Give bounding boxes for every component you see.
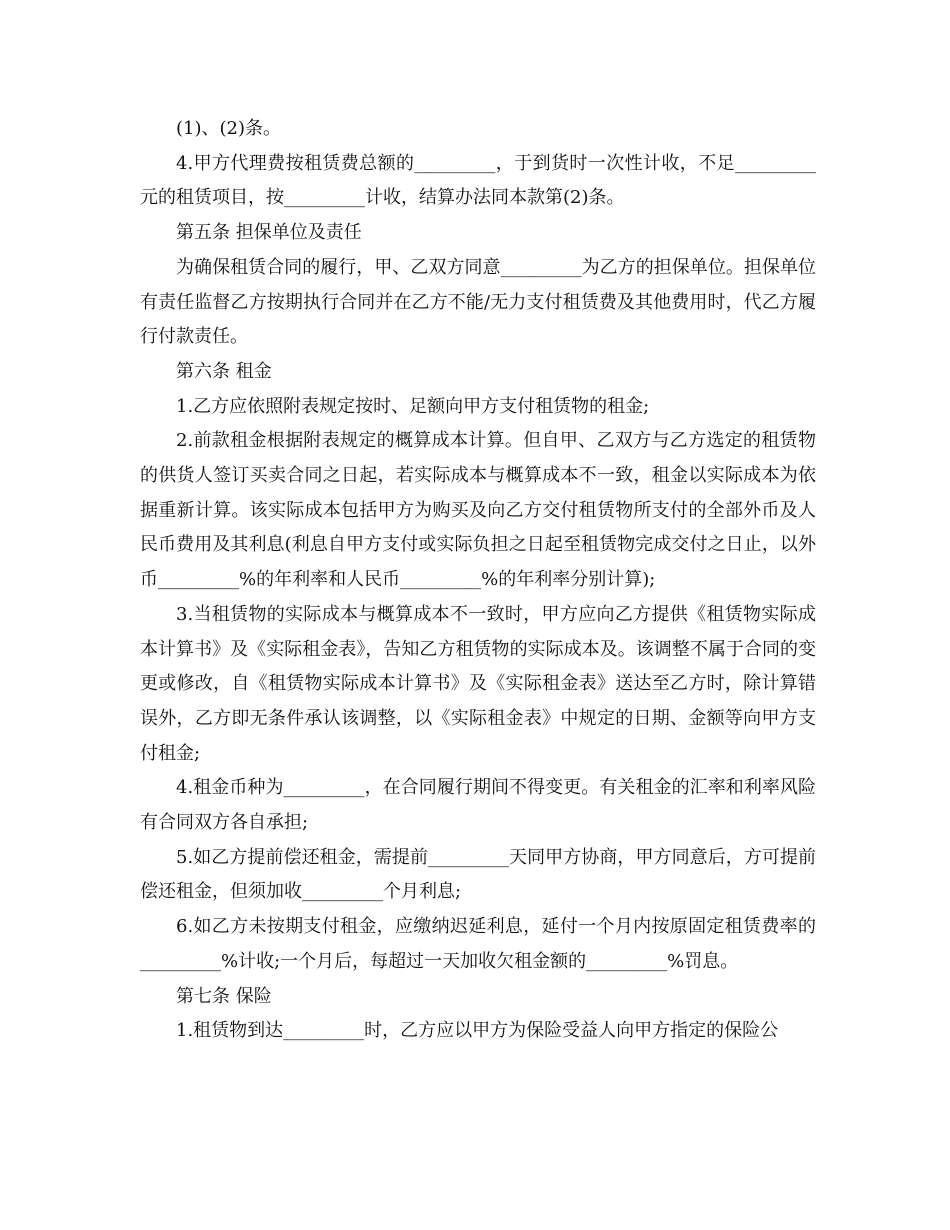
paragraph-rent-item-6: 6.如乙方未按期支付租金，应缴纳迟延利息，延付一个月内按原固定租赁费率的_________%计收;一个月后，每超过一天加收欠租金额的_________%罚息。 xyxy=(140,916,816,972)
paragraph-agency-fee: 4.甲方代理费按租赁费总额的_________，于到货时一次性计收，不足_________元的租赁项目，按_________计收，结算办法同本款第(2)条。 xyxy=(140,152,816,209)
article-5-heading: 第五条 担保单位及责任 xyxy=(176,222,362,244)
paragraph-rent-item-1: 1.乙方应依照附表规定按时、足额向甲方支付租赁物的租金; xyxy=(176,395,650,417)
paragraph-rent-item-4: 4.租金币种为_________，在合同履行期间不得变更。有关租金的汇率和利率风险有合同双方各自承担; xyxy=(140,777,816,834)
paragraph-insurance-item-1: 1.租赁物到达_________时，乙方应以甲方为保险受益人向甲方指定的保险公 xyxy=(176,1020,779,1042)
paragraph-rent-item-2: 2.前款租金根据附表规定的概算成本计算。但自甲、乙双方与乙方选定的租赁物的供货人签订买卖合同之日起，若实际成本与概算成本不一致，租金以实际成本为依据重新计算。该实际成本包括甲方为购买及向乙方交付租赁物所支付的全部外币及人民币费用及其利息(利息自甲方支付或实际负担之日起至租赁物完成交付之日止，以外币_________%的年利率和人民币_________%的年利率分别计算); xyxy=(140,430,816,591)
contract-text-body xyxy=(140,112,816,1049)
paragraph-rent-item-5: 5.如乙方提前偿还租金，需提前_________天同甲方协商，甲方同意后，方可提前偿还租金，但须加收_________个月利息; xyxy=(140,846,816,903)
paragraph-guarantor: 为确保租赁合同的履行，甲、乙双方同意_________为乙方的担保单位。担保单位有责任监督乙方按期执行合同并在乙方不能/无力支付租赁费及其他费用时，代乙方履行付款责任。 xyxy=(140,256,816,348)
paragraph-rent-item-3: 3.当租赁物的实际成本与概算成本不一致时，甲方应向乙方提供《租赁物实际成本计算书》及《实际租金表》，告知乙方租赁物的实际成本及。该调整不属于合同的变更或修改，自《租赁物实际成本计算书》及《实际租金表》送达至乙方时，除计算错误外，乙方即无条件承认该调整，以《实际租金表》中规定的日期、金额等向甲方支付租金; xyxy=(140,603,816,764)
article-6-heading: 第六条 租金 xyxy=(176,360,272,382)
paragraph-clause-reference: (1)、(2)条。 xyxy=(176,118,281,139)
article-7-heading: 第七条 保险 xyxy=(176,985,272,1007)
